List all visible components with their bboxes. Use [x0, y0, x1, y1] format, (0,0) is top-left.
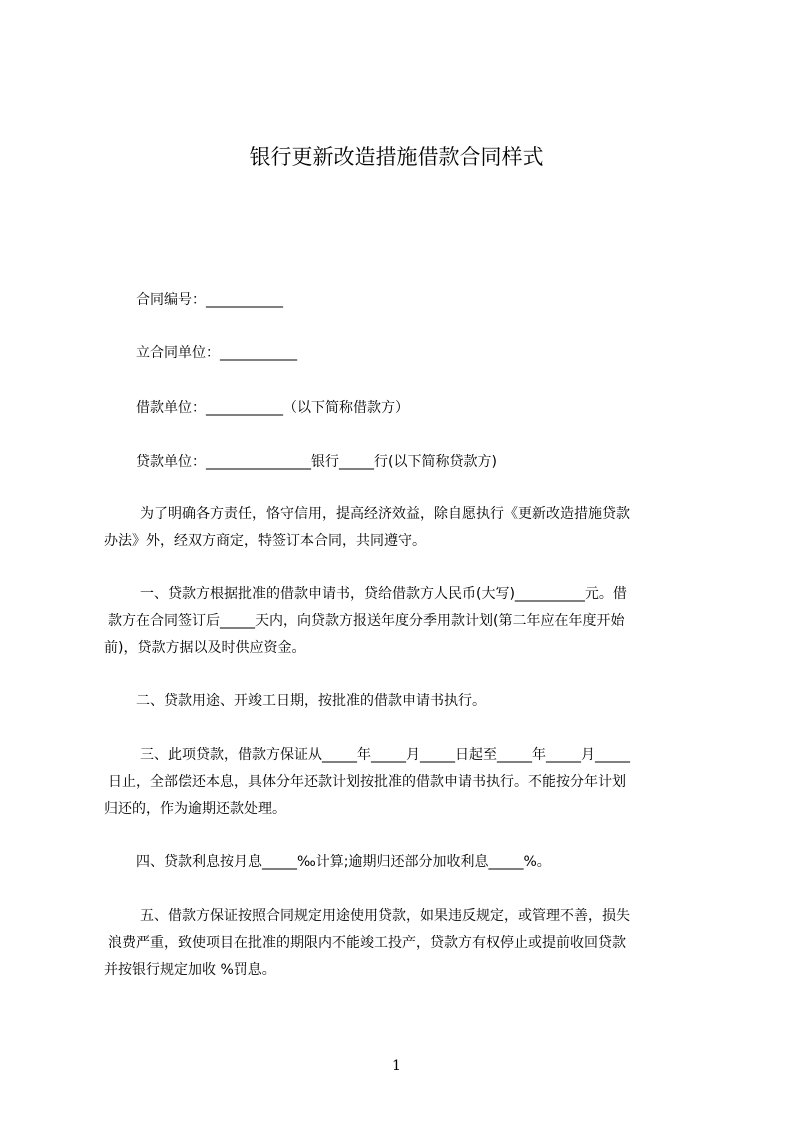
page-number: 1: [392, 1058, 401, 1074]
clause-1-line: 款方在合同签订后_____天内，向贷款方报送年度分季用款计划(第二年应在年度开始: [108, 613, 625, 629]
clause-3-line: 归还的，作为逾期还款处理。: [104, 801, 286, 817]
clause-4: [104, 849, 700, 876]
clause-5-line: 浪费严重，致使项目在批准的期限内不能竣工投产，贷款方有权停止或提前收回贷款: [108, 935, 626, 951]
clause-1-line: 一、贷款方根据批准的借款申请书，贷给借款方人民币(大写)__________元。借: [140, 586, 627, 602]
clause-2-line: 二、贷款用途、开竣工日期，按批准的借款申请书执行。: [136, 693, 486, 709]
clause-4-line: 四、贷款利息按月息_____‰计算;逾期归还部分加收利息_____%。: [136, 854, 551, 870]
document-title: 银行更新改造措施借款合同样式: [249, 145, 544, 169]
clause-1-line: 前)，贷款方据以及时供应资金。: [104, 640, 306, 656]
clause-3-line: 日止，全部偿还本息，具体分年还款计划按批准的借款申请书执行。不能按分年计划: [108, 774, 626, 790]
intro-line: 为了明确各方责任，恪守信用，提高经济效益，除自愿执行《更新改造措施贷款: [140, 506, 630, 522]
lender-field: 贷款单位：_______________银行_____行(以下简称贷款方): [136, 454, 497, 470]
clause-3-line: 三、此项贷款，借款方保证从_____年_____月_____日起至_____年_____月_____: [140, 747, 630, 763]
clause-3: [104, 742, 700, 823]
borrower-field: 借款单位：___________（以下简称借款方）: [136, 400, 409, 416]
parties-field: 立合同单位：___________: [136, 345, 297, 361]
clause-5: [104, 903, 700, 984]
clause-2: [104, 688, 700, 715]
intro-line: 办法》外，经双方商定，特签订本合同，共同遵守。: [104, 533, 426, 549]
clause-1: [104, 581, 700, 662]
contract-number-field: 合同编号：___________: [136, 292, 283, 308]
clause-5-line: 五、借款方保证按照合同规定用途使用贷款，如果违反规定，或管理不善，损失: [140, 908, 630, 924]
clause-5-line: 并按银行规定加收 %罚息。: [104, 962, 276, 978]
intro-paragraph: [104, 501, 700, 555]
